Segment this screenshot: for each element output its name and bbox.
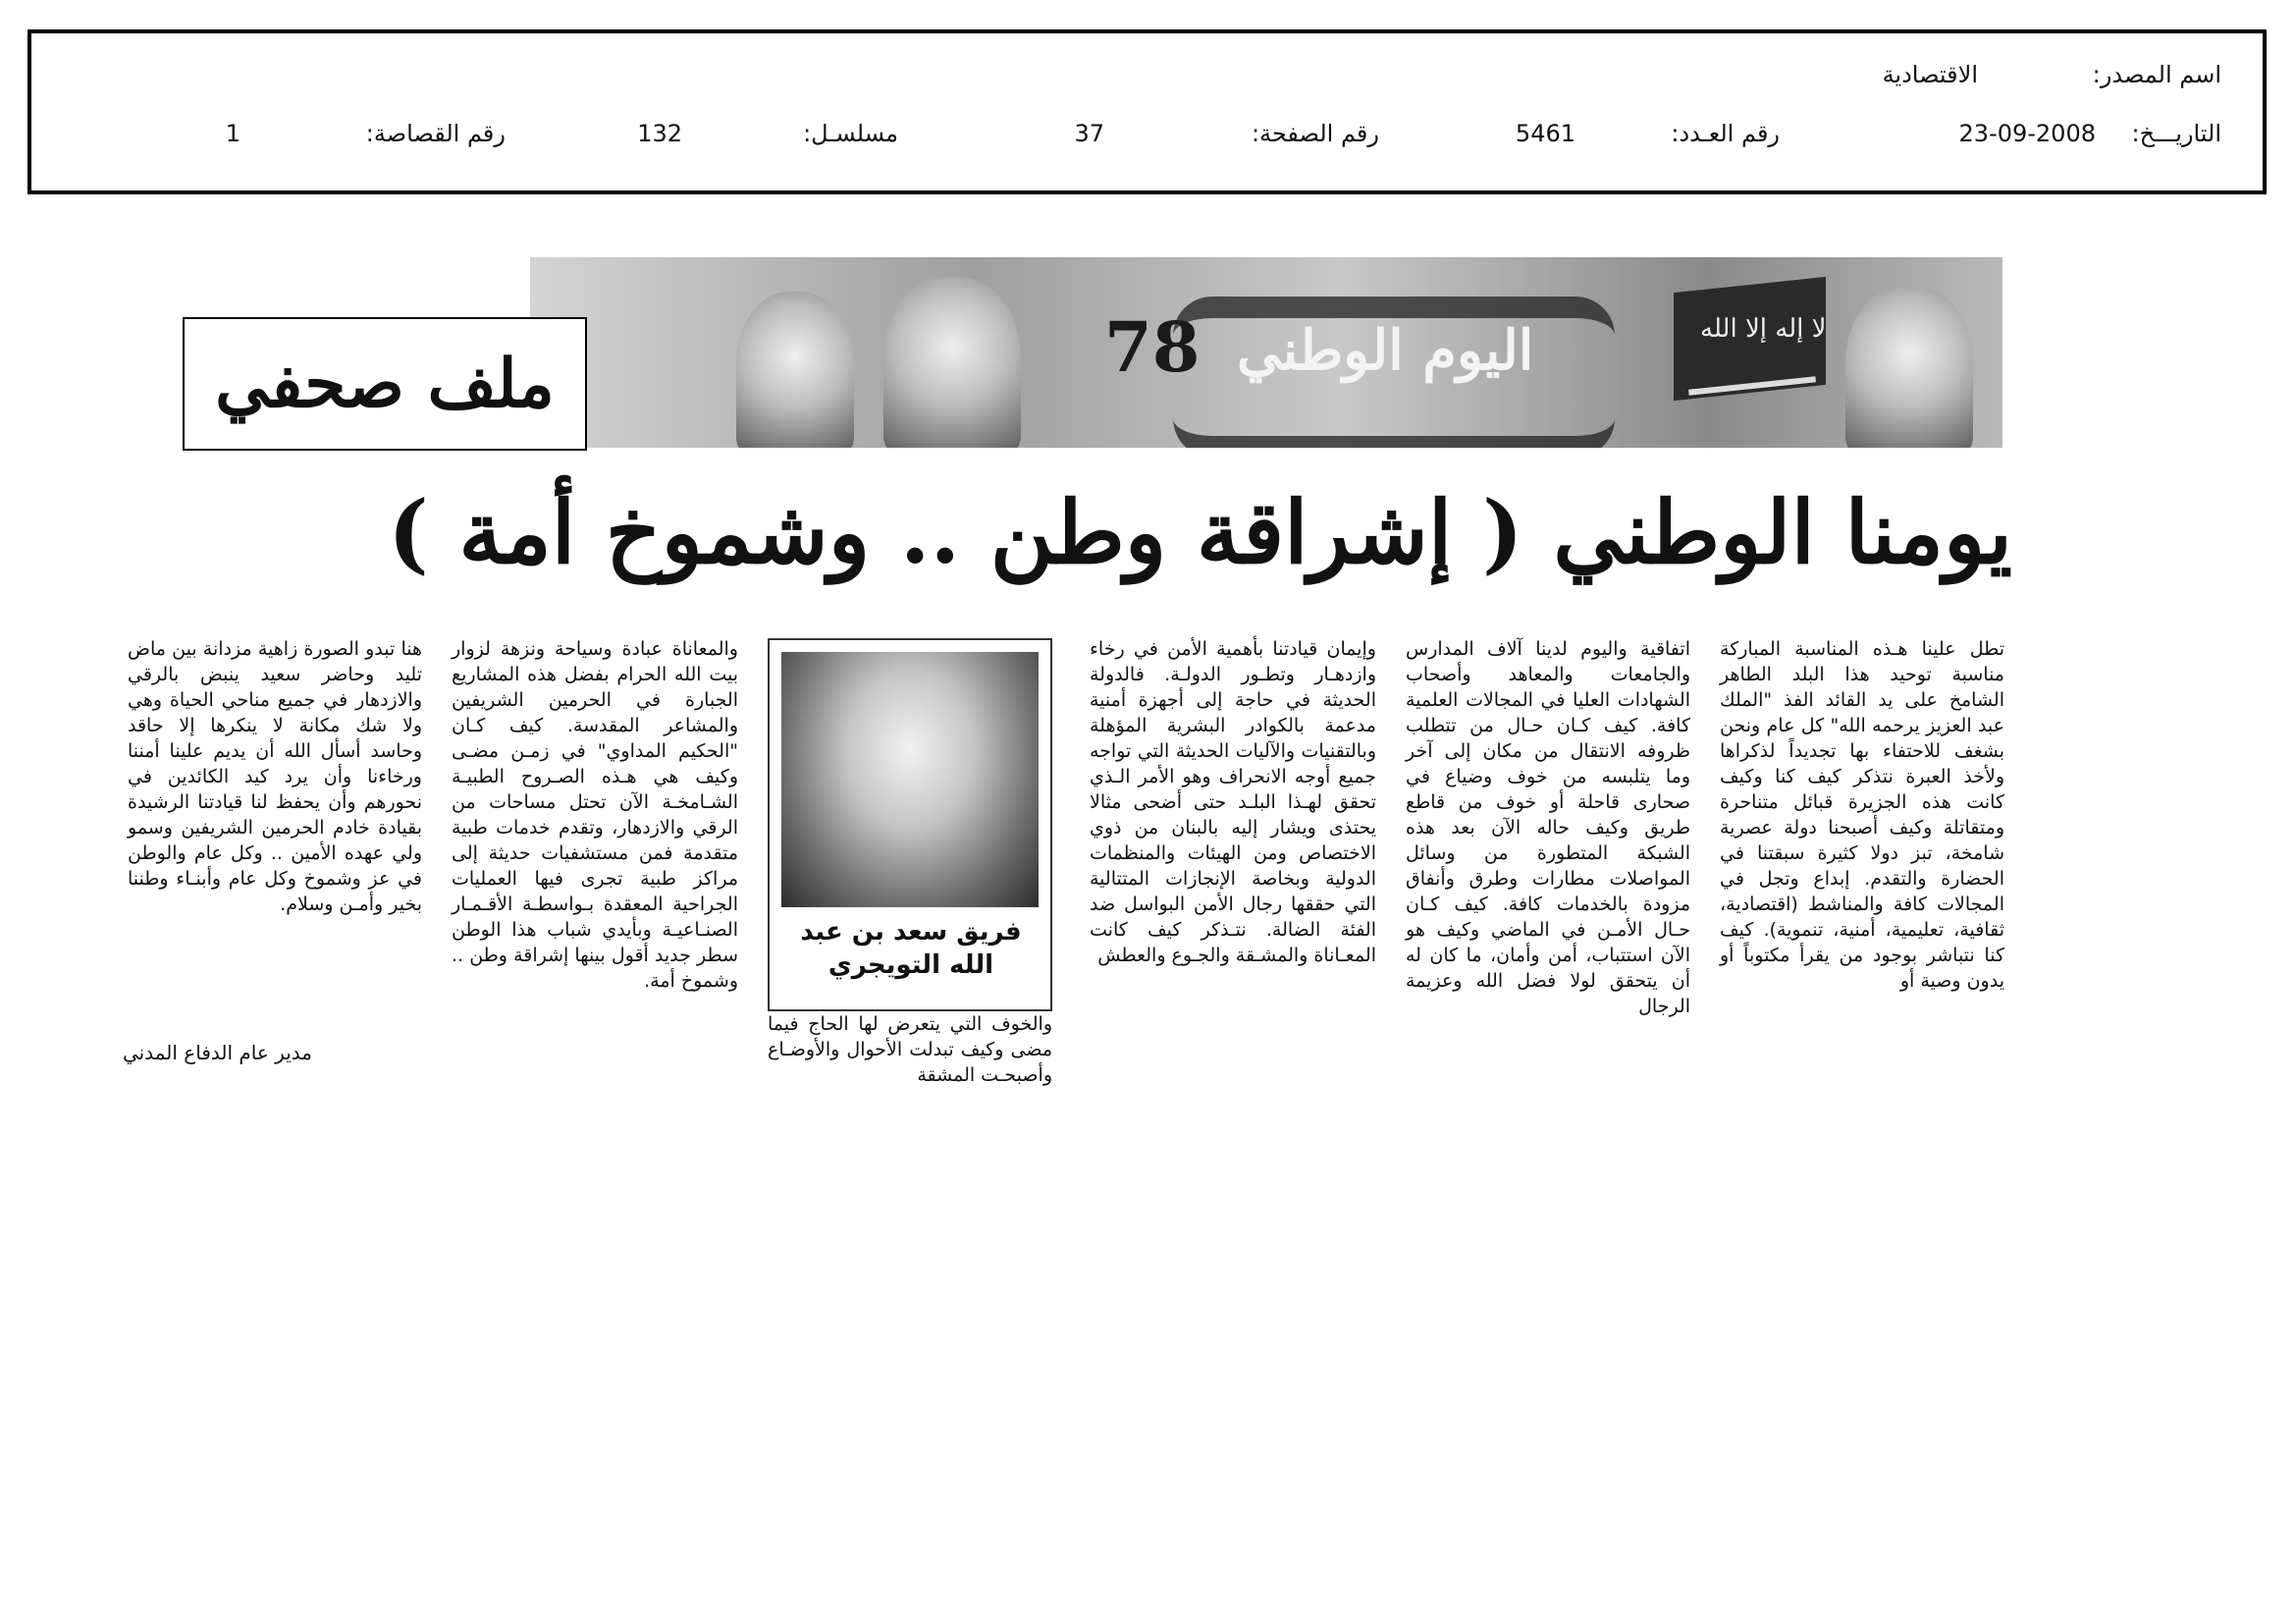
source-value: الاقتصادية bbox=[1882, 61, 1978, 88]
article-column-2: اتفاقية واليوم لدينا آلاف المدارس والجامعات والمعاهد وأصحاب الشهادات العليا في المجالات العلمية كافة. كيف كـان حـال من تتطلب ظروفه الانتقال من مكان إلى آخر وما يتلبسه من خوف وضياع في صحارى قاحلة أو خوف من قاطع طريق وكيف حاله الآن بعد هذه الشبكة المتطورة من وسائل المواصلات مطارات وطرق وأنفاق مزودة بالخدمات كافة. كيف كـان حـال الأمـن في الماضي وكيف هو الآن استتباب، أمن وأمان، ما كان له أن يتحقق لولا فضل الله وعزيمة الرجال bbox=[1406, 638, 1690, 1017]
page-value: 37 bbox=[1074, 120, 1104, 147]
article-column-4: والخوف التي يتعرض لها الحاج فيما مضى وكيف تبدلت الأحوال والأوضـاع وأصبحـت المشقة bbox=[768, 1013, 1052, 1086]
date-label: التاريـــخ: bbox=[2131, 120, 2221, 147]
article-column-6: هنا تبدو الصورة زاهية مزدانة بين ماض تليد وحاضر سعيد ينبض بالرقي والازدهار في جميع مناحي الحياة وهي ولا شك مكانة لا ينكرها إلا حاقد وحاسد أسأل الله أن يديم علينا أمننا ورخاءنا وأن يرد كيد الكائدين في نحورهم وأن يحفظ لنا قيادتنا الرشيدة بقيادة خادم الحرمين الشريفين وسمو ولي عهده الأمين .. وكل عام والوطن في عز وشموخ وكل عام وأبنـاء وطننا بخير وأمـن وسلام. bbox=[128, 638, 422, 915]
press-file-stamp bbox=[183, 317, 587, 451]
issue-label: رقم العـدد: bbox=[1671, 120, 1780, 147]
article-column-5: والمعاناة عبادة وسياحة ونزهة لزوار بيت الله الحرام بفضل هذه المشاريع الجبارة في الحرمين الشريفين والمشاعر المقدسة. كيف كـان "الحكيم المداوي" في زمـن مضـى وكيف هي هـذه الصـروح الطبيـة الشـامخـة الآن تحتل مساحات من الرقي والازدهار، وتقدم خدمات طبية متقدمة فمن مستشفيات حديثة إلى مراكز طبية تجرى فيها العمليات الجراحية المعقدة بـواسطـة الأقـمـار الصنـاعيـة وبأيدي شباب هذا الوطن سطر جديد أقول بينها إشراقة وطن .. وشموخ أمة. bbox=[452, 638, 738, 992]
portrait-image bbox=[736, 292, 854, 448]
page-label: رقم الصفحة: bbox=[1251, 120, 1379, 147]
serial-value: 132 bbox=[637, 120, 682, 147]
flag-text: لا إله إلا الله bbox=[1700, 314, 1827, 344]
clip-label: رقم القصاصة: bbox=[365, 120, 506, 147]
clipping-info-box bbox=[27, 29, 2267, 194]
portrait-image bbox=[1845, 287, 1973, 448]
source-label: اسم المصدر: bbox=[2092, 61, 2221, 88]
logo-number: 78 bbox=[1104, 306, 1201, 388]
clip-value: 1 bbox=[225, 120, 240, 147]
author-signature: مدير عام الدفاع المدني bbox=[123, 1041, 312, 1064]
portrait-image bbox=[883, 277, 1021, 448]
author-photo-box bbox=[768, 638, 1052, 1011]
national-day-banner bbox=[530, 257, 2002, 448]
photo-caption: فريق سعد بن عبد الله التويجري bbox=[800, 917, 1022, 980]
article-column-1: تطل علينا هـذه المناسبة المباركة مناسبة توحيد هذا البلد الطاهر الشامخ على يد القائد الفذ "الملك عبد العزيز يرحمه الله" كل عام ونحن بشغف للاحتفاء بها تجديداً لذكراها ولأخذ العبرة نتذكر كيف كنا وكيف كانت هذه الجزيرة قبائل متناحرة ومتقاتلة وكيف أصبحنا دولة عصرية شامخة، تبز دولا كثيرة سبقتنا في الحضارة والتقدم. إبداع وتجل في المجالات كافة والمناشط (اقتصادية، ثقافية، تعليمية، أمنية، تنموية). كيف كنا نتباشر بوجود من يقرأ مكتوباً أو يدون وصية أو bbox=[1720, 638, 2004, 992]
stamp-text: ملف صحفي bbox=[215, 345, 555, 423]
date-value: 23-09-2008 bbox=[1958, 120, 2096, 147]
logo-text: اليوم الوطني bbox=[1237, 318, 1534, 383]
author-photo bbox=[781, 652, 1039, 907]
article-column-3: وإيمان قيادتنا بأهمية الأمن في رخاء وازدهـار وتطـور الدولـة. فالدولة الحديثة في حاجة إلى أجهزة أمنية مدعمة بالكوادر البشرية المؤهلة وبالتقنيات والآليات الحديثة التي تواجه جميع أوجه الانحراف وهو الأمر الـذي تحقق لهـذا البلـد حتى أضحى مثالا يحتذى ويشار إليه بالبنان من ذوي الاختصاص ومن الهيئات والمنظمات الدولية وبخاصة الإنجازات المتتالية التي حققها رجال الأمن البواسل ضد الفئة الضالة. نتـذكر كيف كانت المعـاناة والمشـقة والجـوع والعطش bbox=[1090, 638, 1376, 966]
serial-label: مسلسـل: bbox=[803, 120, 898, 147]
issue-value: 5461 bbox=[1515, 120, 1575, 147]
article-headline: يومنا الوطني ( إشراقة وطن .. وشموخ أمة ) bbox=[388, 481, 2012, 583]
